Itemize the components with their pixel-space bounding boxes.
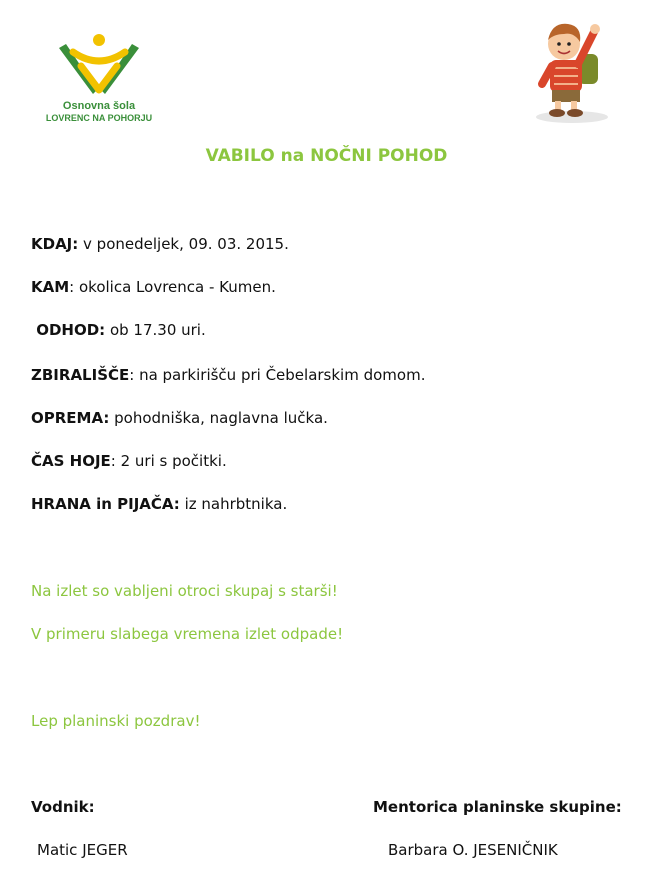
detail-value: v ponedeljek, 09. 03. 2015. — [78, 235, 289, 253]
logo-school-name: LOVRENC NA POHORJU — [45, 113, 153, 123]
school-logo-icon — [53, 30, 145, 96]
detail-when — [31, 235, 289, 253]
detail-walking-time — [31, 452, 227, 470]
detail-label: KAM — [31, 278, 70, 296]
mentor-name: Barbara O. JESENIČNIK — [388, 841, 558, 859]
guide-name: Matic JEGER — [37, 841, 128, 859]
note-weather: V primeru slabega vremena izlet odpade! — [31, 625, 344, 643]
detail-label: ODHOD: — [31, 321, 106, 339]
school-logo — [44, 30, 154, 125]
greeting: Lep planinski pozdrav! — [31, 712, 201, 730]
detail-label: OPREMA: — [31, 409, 110, 427]
detail-departure — [31, 321, 206, 339]
detail-label: KDAJ: — [31, 235, 79, 253]
detail-value: pohodniška, naglavna lučka. — [109, 409, 328, 427]
detail-value: iz nahrbtnika. — [179, 495, 288, 513]
invitation-title: VABILO na NOČNI POHOD — [205, 146, 448, 166]
detail-value: : na parkirišču pri Čebelarskim domom. — [129, 366, 426, 384]
detail-value: : okolica Lovrenca - Kumen. — [69, 278, 276, 296]
detail-meeting-point — [31, 366, 425, 384]
detail-label: ČAS HOJE — [31, 452, 111, 470]
guide-label: Vodnik: — [31, 798, 95, 816]
hiker-illustration — [528, 12, 612, 124]
detail-food-drink — [31, 495, 287, 513]
detail-value: ob 17.30 uri. — [105, 321, 206, 339]
detail-where — [31, 278, 276, 296]
detail-label: HRANA in PIJAČA: — [31, 495, 180, 513]
detail-equipment — [31, 409, 328, 427]
hiker-boy-icon — [528, 12, 612, 124]
note-invitation: Na izlet so vabljeni otroci skupaj s starši! — [31, 582, 338, 600]
mentor-label: Mentorica planinske skupine: — [373, 798, 622, 816]
logo-school-type: Osnovna šola — [62, 100, 136, 112]
detail-label: ZBIRALIŠČE — [31, 366, 130, 384]
detail-value: : 2 uri s počitki. — [110, 452, 227, 470]
